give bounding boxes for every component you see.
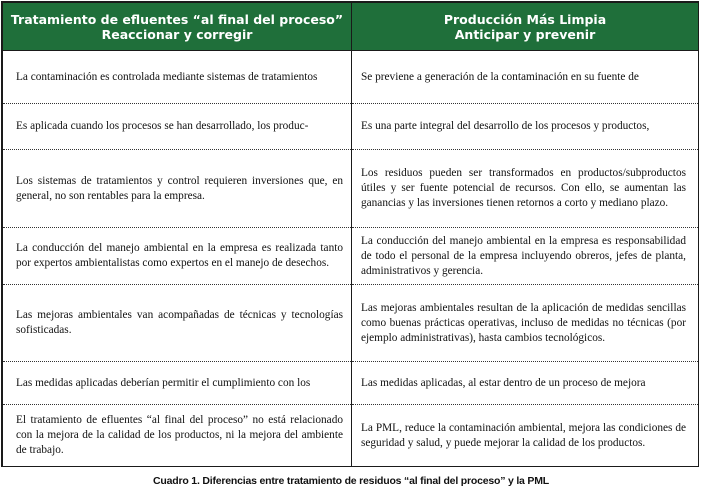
header-cleaner-production-title: Producción Más Limpia [443, 11, 607, 27]
cell-cleaner-production: La conducción del manejo ambiental en la empresa es responsabilidad de todo el personal de la empresa incluyendo obreros, jefes de planta, administrativos y gerencia. [352, 228, 699, 285]
cell-cleaner-production: Es una parte integral del desarrollo de los procesos y productos, [352, 104, 699, 150]
table-caption: Cuadro 1. Diferencias entre tratamiento de residuos “al final del proceso” y la PML [153, 475, 549, 487]
cell-end-of-pipe: La conducción del manejo ambiental en la empresa es realizada tanto por expertos ambientalistas como expertos en el manejo de desechos. [3, 228, 352, 285]
header-cleaner-production [352, 3, 699, 51]
header-cleaner-production-subtitle: Anticipar y prevenir [454, 26, 596, 42]
table-row [3, 405, 699, 467]
table-row [3, 104, 699, 150]
cell-end-of-pipe: Los sistemas de tratamientos y control requieren inversiones que, en general, no son rentables para la empresa. [3, 150, 352, 228]
table-row [3, 51, 699, 104]
cell-cleaner-production: Los residuos pueden ser transformados en productos/subproductos útiles y ser fuente potencial de recursos. Con ello, se aumentan las ganancias y las inversiones tienen retornos a corto y mediano plazo. [352, 150, 699, 228]
comparison-table [1, 1, 699, 467]
header-end-of-pipe [3, 3, 352, 51]
cell-cleaner-production: Se previene a generación de la contaminación en su fuente de [352, 51, 699, 104]
comparison-table-grid [2, 2, 699, 467]
cell-end-of-pipe: El tratamiento de efluentes “al final del proceso” no está relacionado con la mejora de la calidad de los productos, ni la mejora del ambiente de trabajo. [3, 405, 352, 467]
header-end-of-pipe-title: Tratamiento de efluentes “al final del proceso” [10, 11, 344, 27]
cell-end-of-pipe: La contaminación es controlada mediante sistemas de tratamientos [3, 51, 352, 104]
header-end-of-pipe-subtitle: Reaccionar y corregir [101, 26, 253, 42]
cell-end-of-pipe: Las medidas aplicadas deberían permitir el cumplimiento con los [3, 362, 352, 405]
cell-end-of-pipe: Es aplicada cuando los procesos se han desarrollado, los produc- [3, 104, 352, 150]
cell-cleaner-production: La PML, reduce la contaminación ambiental, mejora las condiciones de seguridad y salud, y puede mejorar la calidad de los productos. [352, 405, 699, 467]
table-row [3, 228, 699, 285]
cell-cleaner-production: Las mejoras ambientales resultan de la aplicación de medidas sencillas como buenas prácticas operativas, incluso de medidas no técnicas (por ejemplo administrativas), hasta cambios tecnológicos. [352, 285, 699, 362]
table-row [3, 150, 699, 228]
cell-cleaner-production: Las medidas aplicadas, al estar dentro de un proceso de mejora [352, 362, 699, 405]
table-row [3, 285, 699, 362]
table-header-row [3, 3, 699, 51]
table-row [3, 362, 699, 405]
cell-end-of-pipe: Las mejoras ambientales van acompañadas de técnicas y tecnologías sofisticadas. [3, 285, 352, 362]
